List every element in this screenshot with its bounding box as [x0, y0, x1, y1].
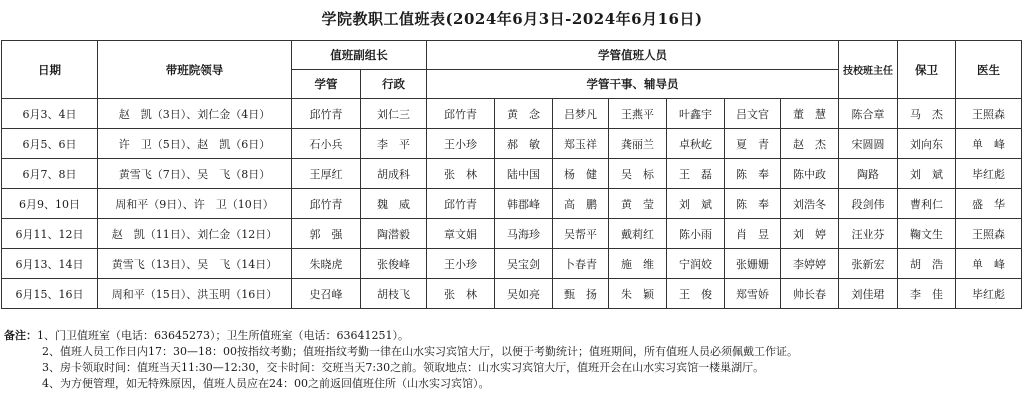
cell-staff: 朱 颖 — [609, 279, 667, 309]
cell-staff: 夏 青 — [725, 129, 781, 159]
cell-chief: 宋圆圆 — [839, 129, 898, 159]
cell-staff: 王 磊 — [667, 159, 725, 189]
cell-xingzheng: 李 平 — [361, 129, 427, 159]
cell-staff: 赵 杰 — [781, 129, 839, 159]
header-doctor: 医生 — [956, 41, 1022, 99]
table-row — [2, 279, 1022, 309]
cell-date: 6月3、4日 — [2, 99, 98, 129]
cell-staff: 施 维 — [609, 249, 667, 279]
cell-xueguan: 史召峰 — [292, 279, 361, 309]
cell-date: 6月11、12日 — [2, 219, 98, 249]
header-xueguan: 学管 — [292, 70, 361, 99]
cell-staff: 董 慧 — [781, 99, 839, 129]
cell-staff: 陈 奉 — [725, 159, 781, 189]
note-item: 4、为方便管理，如无特殊原因，值班人员应在24：00之前返回值班住所（山水实习宾馆）。 — [42, 377, 490, 390]
table-row — [2, 219, 1022, 249]
cell-xingzheng: 陶潜毅 — [361, 219, 427, 249]
cell-staff: 甄 扬 — [553, 279, 609, 309]
cell-staff: 韩郡峰 — [495, 189, 553, 219]
table-row — [2, 99, 1022, 129]
note-line-1 — [4, 328, 1020, 344]
cell-staff: 陈小雨 — [667, 219, 725, 249]
header-date: 日期 — [2, 41, 98, 99]
note-item: 3、房卡领取时间：值班当天11:30—12:30，交卡时间：交班当天7:30之前。领取地点：山水实习宾馆大厅，值班开会在山水实习宾馆一楼巢湖厅。 — [42, 361, 765, 374]
cell-xingzheng: 魏 威 — [361, 189, 427, 219]
cell-staff: 章文娟 — [427, 219, 495, 249]
cell-doctor: 王照森 — [956, 219, 1022, 249]
cell-xingzheng: 胡枝飞 — [361, 279, 427, 309]
cell-xueguan: 邱竹青 — [292, 99, 361, 129]
cell-staff: 王小珍 — [427, 249, 495, 279]
note-line-4 — [4, 376, 1020, 392]
cell-leader: 周和平（15日）、洪玉明（16日） — [98, 279, 292, 309]
cell-staff: 郝 敏 — [495, 129, 553, 159]
header-staff-group: 学管值班人员 — [427, 41, 839, 70]
cell-staff: 马海珍 — [495, 219, 553, 249]
page-title: 学院教职工值班表(2024年6月3日-2024年6月16日) — [321, 10, 703, 28]
cell-chief: 段剑伟 — [839, 189, 898, 219]
header-vice-group: 值班副组长 — [292, 41, 427, 70]
cell-doctor: 毕红彪 — [956, 159, 1022, 189]
table-row — [2, 249, 1022, 279]
cell-security: 马 杰 — [898, 99, 956, 129]
cell-staff: 帅长春 — [781, 279, 839, 309]
cell-security: 曹利仁 — [898, 189, 956, 219]
cell-xueguan: 王厚红 — [292, 159, 361, 189]
cell-staff: 吴宝剑 — [495, 249, 553, 279]
table-row — [2, 189, 1022, 219]
cell-doctor: 毕红彪 — [956, 279, 1022, 309]
cell-xueguan: 邱竹青 — [292, 189, 361, 219]
cell-staff: 刘 婷 — [781, 219, 839, 249]
note-item: 1、门卫值班室（电话：63645273）；卫生所值班室（电话：63641251）。 — [37, 329, 409, 342]
cell-staff: 张姗姗 — [725, 249, 781, 279]
cell-staff: 邱竹青 — [427, 189, 495, 219]
cell-staff: 吕梦凡 — [553, 99, 609, 129]
cell-leader: 周和平（9日）、许 卫（10日） — [98, 189, 292, 219]
cell-leader: 许 卫（5日）、赵 凯（6日） — [98, 129, 292, 159]
cell-staff: 吕文官 — [725, 99, 781, 129]
cell-staff: 陆中国 — [495, 159, 553, 189]
cell-xingzheng: 刘仁三 — [361, 99, 427, 129]
cell-staff: 刘浩冬 — [781, 189, 839, 219]
cell-staff: 黄 莹 — [609, 189, 667, 219]
cell-leader: 赵 凯（3日）、刘仁金（4日） — [98, 99, 292, 129]
cell-leader: 黄雪飞（7日）、吴 飞（8日） — [98, 159, 292, 189]
cell-leader: 赵 凯（11日）、刘仁金（12日） — [98, 219, 292, 249]
cell-xueguan: 石小兵 — [292, 129, 361, 159]
cell-leader: 黄雪飞（13日）、吴 飞（14日） — [98, 249, 292, 279]
cell-staff: 陈中政 — [781, 159, 839, 189]
cell-chief: 汪业芬 — [839, 219, 898, 249]
cell-staff: 张 林 — [427, 279, 495, 309]
header-security: 保卫 — [898, 41, 956, 99]
cell-staff: 叶鑫宇 — [667, 99, 725, 129]
cell-chief: 张新宏 — [839, 249, 898, 279]
note-item: 2、值班人员工作日内17：30—18：00按指纹考勤；值班指纹考勤一律在山水实习宾馆大厅，以便于考勤统计；值班期间，所有值班人员必须佩戴工作证。 — [42, 345, 798, 358]
cell-security: 李 佳 — [898, 279, 956, 309]
header-staff-sub: 学管干事、辅导员 — [427, 70, 839, 99]
cell-staff: 龚丽兰 — [609, 129, 667, 159]
cell-doctor: 单 峰 — [956, 129, 1022, 159]
cell-staff: 郑玉祥 — [553, 129, 609, 159]
cell-date: 6月9、10日 — [2, 189, 98, 219]
cell-staff: 李婷婷 — [781, 249, 839, 279]
cell-staff: 邱竹青 — [427, 99, 495, 129]
header-chief: 技校班主任 — [839, 41, 898, 99]
cell-security: 胡 浩 — [898, 249, 956, 279]
cell-staff: 肖 昱 — [725, 219, 781, 249]
cell-xingzheng: 胡成科 — [361, 159, 427, 189]
cell-chief: 陈合章 — [839, 99, 898, 129]
table-row — [2, 129, 1022, 159]
cell-staff: 卜春青 — [553, 249, 609, 279]
cell-chief: 陶路 — [839, 159, 898, 189]
cell-chief: 刘佳珺 — [839, 279, 898, 309]
cell-staff: 吴帮平 — [553, 219, 609, 249]
cell-staff: 王小珍 — [427, 129, 495, 159]
duty-table — [1, 40, 1022, 309]
cell-date: 6月5、6日 — [2, 129, 98, 159]
cell-security: 鞠文生 — [898, 219, 956, 249]
note-line-2 — [4, 344, 1020, 360]
cell-staff: 吴如亮 — [495, 279, 553, 309]
cell-staff: 张 林 — [427, 159, 495, 189]
cell-doctor: 王照森 — [956, 99, 1022, 129]
cell-staff: 陈 奉 — [725, 189, 781, 219]
table-row — [2, 159, 1022, 189]
cell-staff: 郑雪娇 — [725, 279, 781, 309]
cell-date: 6月15、16日 — [2, 279, 98, 309]
cell-staff: 王 俊 — [667, 279, 725, 309]
cell-staff: 王燕平 — [609, 99, 667, 129]
cell-date: 6月7、8日 — [2, 159, 98, 189]
cell-staff: 高 鹏 — [553, 189, 609, 219]
cell-xueguan: 朱晓虎 — [292, 249, 361, 279]
note-line-3 — [4, 360, 1020, 376]
notes-label: 备注： — [4, 329, 37, 342]
cell-doctor: 盛 华 — [956, 189, 1022, 219]
cell-staff: 宁润姣 — [667, 249, 725, 279]
cell-security: 刘 斌 — [898, 159, 956, 189]
notes — [4, 328, 1020, 392]
cell-security: 刘向东 — [898, 129, 956, 159]
cell-staff: 杨 健 — [553, 159, 609, 189]
header-leader: 带班院领导 — [98, 41, 292, 99]
cell-staff: 黄 念 — [495, 99, 553, 129]
cell-staff: 戴莉红 — [609, 219, 667, 249]
header-xingzheng: 行政 — [361, 70, 427, 99]
cell-xueguan: 郭 强 — [292, 219, 361, 249]
cell-xingzheng: 张俊峰 — [361, 249, 427, 279]
cell-date: 6月13、14日 — [2, 249, 98, 279]
cell-staff: 卓秋屹 — [667, 129, 725, 159]
cell-staff: 刘 斌 — [667, 189, 725, 219]
cell-staff: 吴 标 — [609, 159, 667, 189]
cell-doctor: 单 峰 — [956, 249, 1022, 279]
